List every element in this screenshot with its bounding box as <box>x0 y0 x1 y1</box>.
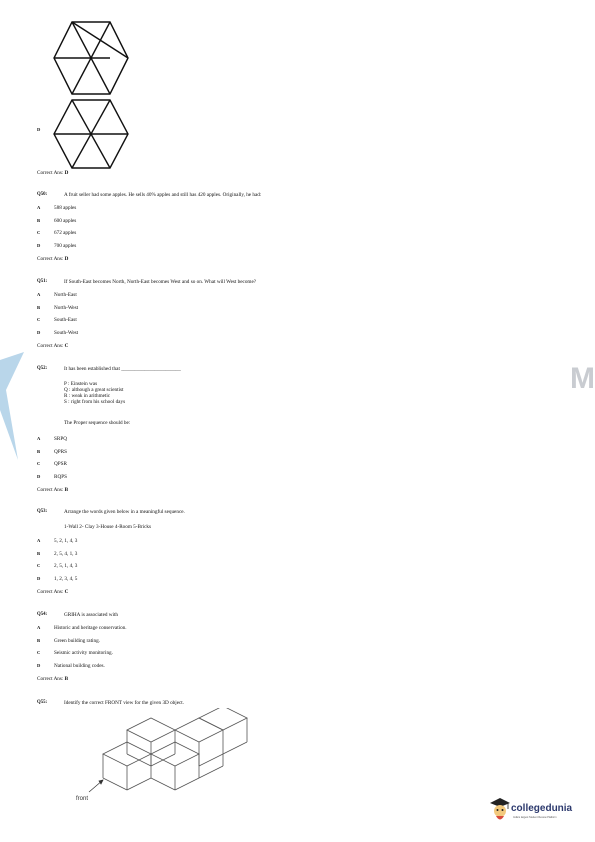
question-text: If South-East becomes North, North-East becomes West and so on. What will West become? <box>64 279 257 285</box>
question-text: It has been established that _______________________ <box>64 366 181 372</box>
option-letter: A <box>37 292 41 297</box>
question-subtext: 1-Wall 2- Clay 3-House 4-Room 5-Bricks <box>64 524 152 530</box>
question-number: Q51: <box>37 279 48 284</box>
option-text: Historic and heritage conservation. <box>54 625 127 631</box>
option-text: National building codes. <box>54 663 105 669</box>
option-letter: A <box>37 538 41 543</box>
option-text: Seismic activity monitoring. <box>54 650 113 656</box>
question-text: GRIHA is associated with <box>64 612 119 618</box>
option-letter: C <box>37 317 41 322</box>
option-text: 700 apples <box>54 243 77 249</box>
watermark-letter: M <box>570 362 595 395</box>
option-text: 588 apples <box>54 205 77 211</box>
option-letter: C <box>37 230 41 235</box>
sentence-part: P : Einstein was <box>64 381 98 387</box>
option-letter: A <box>37 436 41 441</box>
option-letter: B <box>37 551 41 556</box>
question-subtext: The Proper sequence should be: <box>64 420 131 426</box>
option-text: North-East <box>54 292 77 298</box>
option-letter: D <box>37 127 41 132</box>
option-text: 2, 5, 4, 1, 3 <box>54 551 78 557</box>
option-letter: B <box>37 218 41 223</box>
correct-answer: Correct Ans: B <box>37 676 69 682</box>
watermark-chevron-icon <box>0 350 24 470</box>
option-text: 600 apples <box>54 218 77 224</box>
question-number: Q53: <box>37 509 48 514</box>
option-letter: A <box>37 625 41 630</box>
sentence-part: S : right from his school days <box>64 399 126 405</box>
option-text: QPRS <box>54 449 67 455</box>
option-text: South-East <box>54 317 77 323</box>
question-number: Q50: <box>37 192 48 197</box>
question-text: Arrange the words given below in a meaningful sequence. <box>64 509 185 515</box>
option-letter: A <box>37 205 41 210</box>
logo-wordmark: collegedunia <box>511 803 573 814</box>
correct-answer: Correct Ans: C <box>37 343 69 349</box>
question-text: Identify the correct FRONT view for the given 3D object. <box>64 700 185 706</box>
option-letter: D <box>37 330 41 335</box>
option-letter: B <box>37 638 41 643</box>
isometric-3d-object <box>75 708 275 808</box>
logo-tagline: India's largest Student Review Platform <box>513 816 557 819</box>
hexagon-figure-top <box>52 20 130 96</box>
option-text: Green building rating. <box>54 638 100 644</box>
option-letter: C <box>37 563 41 568</box>
option-letter: C <box>37 461 41 466</box>
sentence-part: Q : although a great scientist <box>64 387 124 393</box>
option-text: RQPS <box>54 474 67 480</box>
question-text: A fruit seller had some apples. He sells 40% apples and still has 420 apples. Originally, he had: <box>64 192 262 198</box>
option-text: SRPQ <box>54 436 67 442</box>
option-letter: B <box>37 305 41 310</box>
correct-answer: Correct Ans: C <box>37 589 69 595</box>
option-text: 1, 2, 3, 4, 5 <box>54 576 78 582</box>
correct-answer: Correct Ans: D <box>37 256 69 262</box>
option-letter: D <box>37 243 41 248</box>
option-text: 672 apples <box>54 230 77 236</box>
option-text: 2, 5, 1, 4, 3 <box>54 563 78 569</box>
question-number: Q52: <box>37 366 48 371</box>
front-label: front <box>76 796 89 802</box>
option-letter: D <box>37 474 41 479</box>
option-text: North-West <box>54 305 79 311</box>
correct-answer: Correct Ans: D <box>37 170 69 176</box>
sentence-part: R : weak in arithmetic <box>64 393 111 399</box>
option-letter: B <box>37 449 41 454</box>
option-text: QPSR <box>54 461 67 467</box>
option-letter: C <box>37 650 41 655</box>
question-number: Q54: <box>37 612 48 617</box>
option-letter: D <box>37 576 41 581</box>
hexagon-figure-option-d <box>52 98 130 170</box>
question-number: Q55: <box>37 700 48 705</box>
option-text: 5, 2, 1, 4, 3 <box>54 538 78 544</box>
option-text: South-West <box>54 330 79 336</box>
collegedunia-mascot-icon <box>489 797 511 823</box>
option-letter: D <box>37 663 41 668</box>
correct-answer: Correct Ans: B <box>37 487 69 493</box>
